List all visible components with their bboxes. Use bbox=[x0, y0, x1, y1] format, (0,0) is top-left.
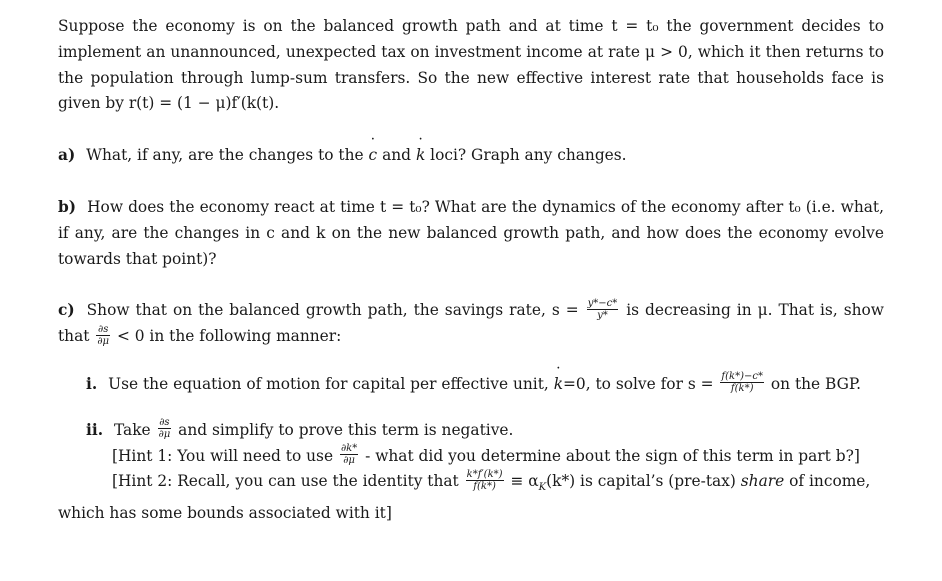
question-b bbox=[58, 195, 884, 272]
question-b-text: How does the economy react at time t = t₀? What are the dynamics of the economy after t₀ (i.e. what, if any, are the changes in c and k on the new balanced growth path, and how does the economy evolve towards that point)? bbox=[58, 197, 884, 268]
hint-2-mid: ≡ α bbox=[510, 472, 539, 491]
fraction-denominator: ∂μ bbox=[97, 335, 110, 347]
question-b-label: b) bbox=[58, 197, 77, 216]
hint-2-continuation: which has some bounds associated with it] bbox=[58, 504, 392, 523]
hint-2-pre: [Hint 2: Recall, you can use the identity that bbox=[112, 472, 459, 491]
question-c-label: c) bbox=[58, 301, 75, 320]
fraction-numerator: ∂s bbox=[159, 417, 170, 429]
fraction-denominator: ∂μ bbox=[158, 429, 171, 441]
question-c bbox=[58, 298, 884, 350]
subquestion-i-text-3: on the BGP. bbox=[770, 374, 862, 393]
fraction-denominator: f(k*) bbox=[730, 383, 754, 395]
fraction-denominator: ∂μ bbox=[343, 455, 355, 467]
hint-2-subscript: K bbox=[538, 482, 547, 494]
question-c-text-2: is decreasing in μ. That is, show that bbox=[58, 301, 884, 346]
question-a-text-2: loci? Graph any changes. bbox=[430, 146, 627, 165]
hint-2-post-2: of income, bbox=[789, 472, 871, 491]
fraction-denominator: f(k*) bbox=[473, 480, 496, 492]
bgp-savings-fraction bbox=[720, 371, 764, 394]
c-dot-symbol: ˙ c bbox=[369, 143, 378, 169]
subquestion-ii-label: ii. bbox=[86, 420, 104, 439]
fraction-denominator: y* bbox=[597, 309, 608, 321]
hint-2-share: share bbox=[740, 472, 785, 491]
hint-2 bbox=[58, 469, 884, 501]
partial-derivative-fraction bbox=[158, 417, 172, 440]
subquestion-i-text-2: =0, to solve for s = bbox=[563, 374, 714, 393]
question-a-and: and bbox=[382, 146, 412, 165]
question-a bbox=[58, 143, 884, 169]
subquestion-ii-text-2: and simplify to prove this term is negative. bbox=[178, 420, 514, 439]
subquestion-i-label: i. bbox=[86, 374, 98, 393]
hint-2-post-1: (k*) is capital’s (pre-tax) bbox=[546, 472, 736, 491]
subquestion-ii-text-1: Take bbox=[113, 420, 151, 439]
hint-1-pre: [Hint 1: You will need to use bbox=[112, 446, 334, 465]
subquestion-ii-line bbox=[58, 418, 884, 444]
fraction-numerator: f(k*)−c* bbox=[721, 371, 763, 383]
question-a-text-1: What, if any, are the changes to the bbox=[86, 146, 364, 165]
fraction-numerator: ∂s bbox=[98, 323, 109, 335]
partial-derivative-fraction bbox=[96, 324, 110, 347]
savings-rate-fraction bbox=[587, 298, 619, 321]
fraction-numerator: ∂k* bbox=[340, 443, 358, 455]
question-c-text-3: < 0 in the following manner: bbox=[116, 327, 342, 346]
intro-paragraph: Suppose the economy is on the balanced growth path and at time t = t₀ the government decides to implement an unannounced, unexpected tax on investment income at rate μ > 0, which it then returns to the population through lump-sum transfers. So the new effective interest rate that households face is given by r(t) = (1 − μ)f′(k(t). bbox=[58, 17, 884, 113]
question-c-text-1: Show that on the balanced growth path, the savings rate, s = bbox=[86, 301, 579, 320]
capital-share-fraction bbox=[466, 469, 504, 492]
fraction-numerator: k*f′(k*) bbox=[466, 468, 503, 480]
hint-1-post: - what did you determine about the sign of this term in part b?] bbox=[365, 446, 860, 465]
fraction-numerator: y*−c* bbox=[587, 297, 618, 309]
subquestion-i-text-1: Use the equation of motion for capital per effective unit, bbox=[108, 374, 549, 393]
capital-derivative-fraction bbox=[340, 443, 358, 466]
hint-1 bbox=[58, 444, 884, 470]
subquestion-i bbox=[58, 372, 884, 398]
question-a-label: a) bbox=[58, 146, 76, 165]
subquestion-ii bbox=[58, 418, 884, 527]
k-dot-symbol: ˙ k bbox=[554, 372, 563, 398]
k-dot-symbol: ˙ k bbox=[416, 143, 425, 169]
problem-document bbox=[58, 14, 884, 527]
